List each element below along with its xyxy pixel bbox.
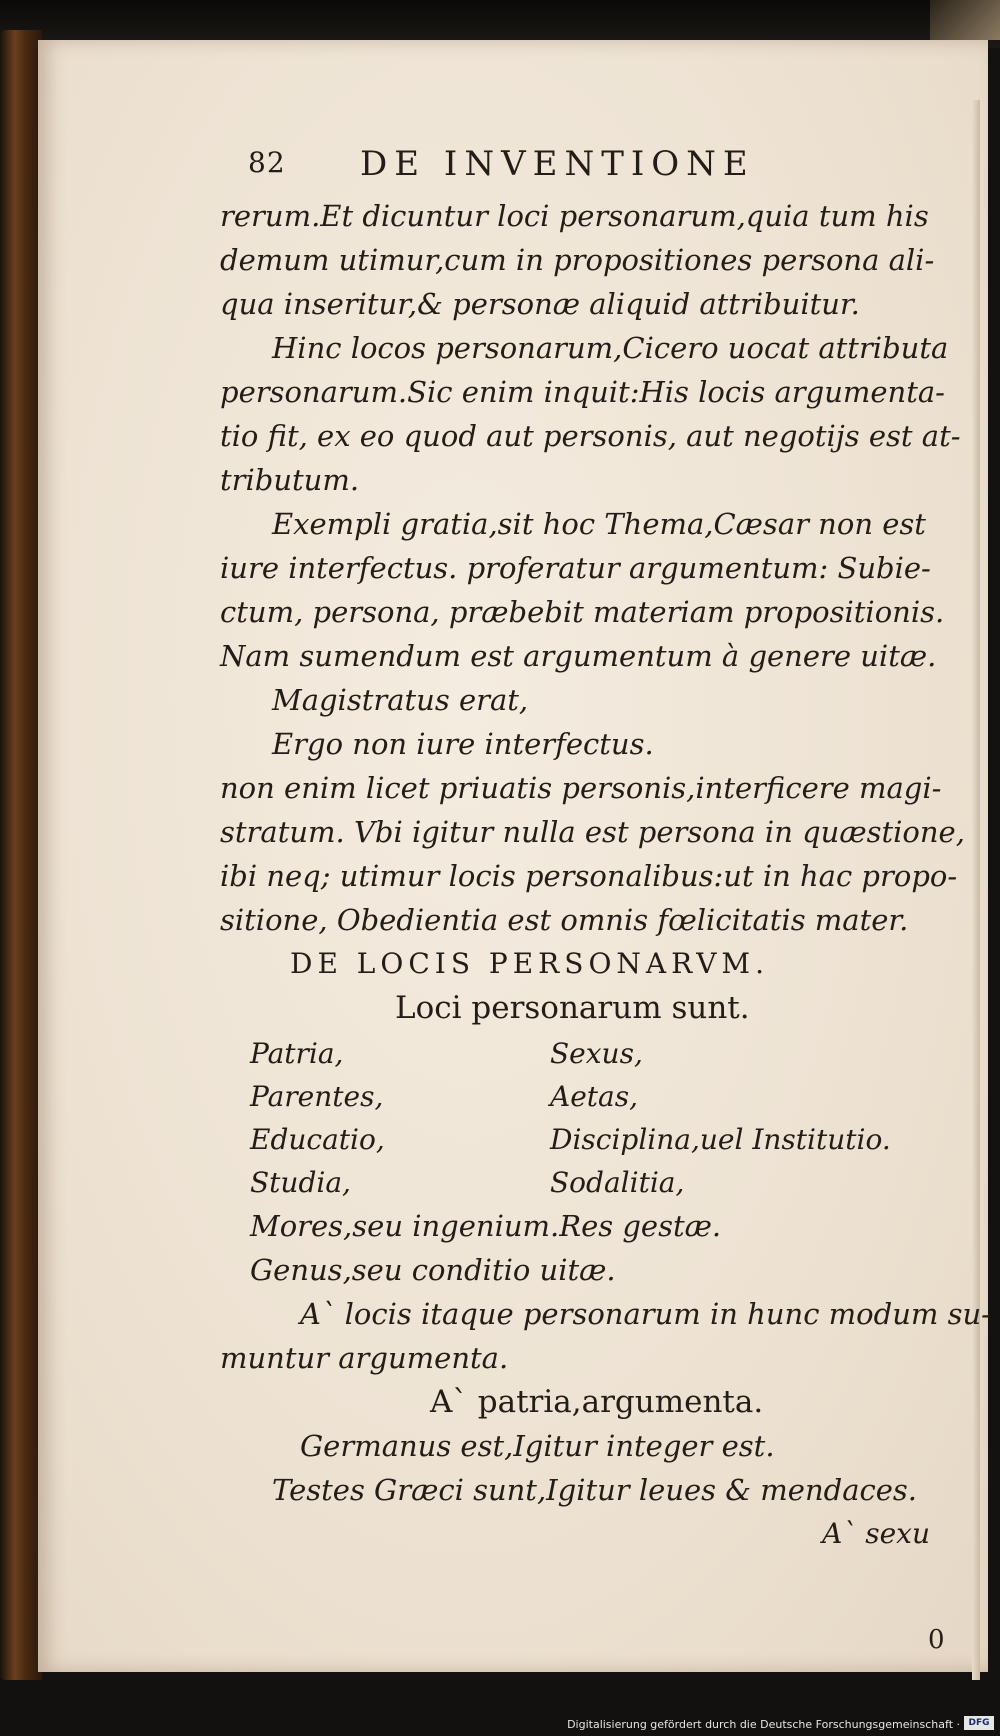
page-header [220, 140, 940, 190]
loci-list [220, 1032, 940, 1204]
text-line: non enim licet priuatis personis,interficere magi- [220, 771, 942, 805]
paragraph-2 [220, 326, 961, 502]
locus-item: Sexus, [550, 1037, 643, 1070]
text-line: tributum. [220, 463, 360, 497]
locus-item: Educatio, [250, 1123, 385, 1156]
patria-examples [220, 1424, 940, 1512]
locus-item: Genus,seu conditio uitæ. [250, 1253, 616, 1287]
text-line: ctum, persona, præbebit materiam propositionis. [220, 595, 945, 629]
text-line: sitione, Obedientia est omnis fœlicitatis mater. [220, 903, 909, 937]
locus-item: Patria, [250, 1037, 344, 1070]
running-title: DE INVENTIONE [360, 144, 755, 184]
syllogism-line: Ergo non iure interfectus. [272, 727, 654, 761]
text-line: tio fit, ex eo quod aut personis, aut negotijs est at- [220, 419, 961, 453]
loci-extra [220, 1204, 940, 1292]
text-line: ibi neq; utimur locis personalibus:ut in hac propo- [220, 859, 958, 893]
book-binding [0, 30, 42, 1680]
locus-item: Aetas, [550, 1080, 639, 1113]
text-line: rerum.Et dicuntur loci personarum,quia tum his [220, 199, 929, 233]
paragraph-1 [220, 194, 940, 326]
text-line: Exempli gratia,sit hoc Thema,Cæsar non est [272, 507, 926, 541]
text-line: personarum.Sic enim inquit:His locis argumenta- [220, 375, 945, 409]
text-line: stratum. Vbi igitur nulla est persona in quæstione, [220, 815, 965, 849]
paragraph-5 [220, 1292, 991, 1380]
paragraph-3 [220, 502, 945, 678]
syllogism [220, 678, 940, 766]
locus-item: Disciplina,uel Institutio. [550, 1123, 891, 1156]
text-line: iure interfectus. proferatur argumentum: Subie- [220, 551, 931, 585]
text-line: Hinc locos personarum,Cicero uocat attributa [272, 331, 949, 365]
signature-mark: 0 [928, 1625, 945, 1655]
scan-corner [930, 0, 1000, 40]
locus-item: Parentes, [250, 1080, 384, 1113]
text-line: Nam sumendum est argumentum à genere uitæ. [220, 639, 937, 673]
locus-item: Sodalitia, [550, 1166, 685, 1199]
syllogism-line: Magistratus erat, [272, 683, 529, 717]
patria-heading: A` patria,argumenta. [430, 1384, 764, 1420]
locus-item: Studia, [250, 1166, 351, 1199]
page-text [220, 140, 991, 1556]
section-heading: DE LOCIS PERSONARVM. [290, 947, 769, 980]
catchword: A` sexu [822, 1517, 930, 1550]
text-line: muntur argumenta. [220, 1341, 509, 1375]
text-line: qua inseritur,& personæ aliquid attribuitur. [220, 287, 860, 321]
text-line: demum utimur,cum in propositiones persona ali- [220, 243, 935, 277]
page-edge [972, 100, 980, 1700]
example-line: Germanus est,Igitur integer est. [300, 1429, 775, 1463]
paragraph-4 [220, 766, 965, 942]
text-line: A` locis itaque personarum in hunc modum su- [300, 1297, 991, 1331]
dfg-logo-icon: DFG [964, 1716, 994, 1730]
digitization-credit: Digitalisierung gefördert durch die Deutsche Forschungsgemeinschaft · [567, 1718, 960, 1731]
loci-heading: Loci personarum sunt. [395, 990, 750, 1026]
folio-number: 82 [248, 146, 286, 179]
locus-item: Mores,seu ingenium.Res gestæ. [250, 1209, 722, 1243]
example-line: Testes Græci sunt,Igitur leues & mendaces. [272, 1473, 917, 1507]
